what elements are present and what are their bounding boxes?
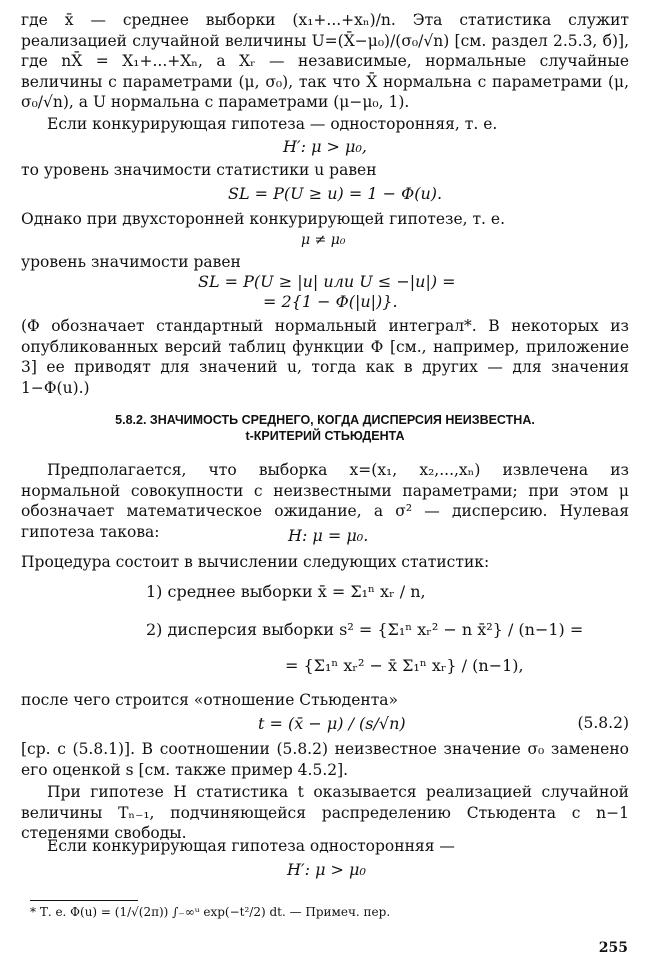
formula-null-hypothesis: H: μ = μ₀. [288, 526, 369, 545]
paragraph-one-sided-again: Если конкурирующая гипотеза односторонняя — [47, 837, 455, 855]
page-number: 255 [598, 940, 628, 956]
footnote: * Т. е. Φ(u) = (1/√(2π)) ∫₋∞ᵘ exp(−t²/2) dt. — Примеч. пер. [30, 905, 391, 919]
footnote-divider [30, 900, 138, 901]
paragraph-sigma-replaced: [ср. с (5.8.1)]. В соотношении (5.8.2) неизвестное значение σ₀ заменено его оценкой s [см. также пример 4.5.2]. [21, 740, 629, 779]
paragraph-t-distribution: При гипотезе H статистика t оказывается реализацией случайной величины Tₙ₋₁, подчиняющейся распределению Стьюдента с n−1 степенями свободы. [21, 783, 629, 842]
formula-sample-variance-line2: = {Σ₁ⁿ xᵣ² − x̄ Σ₁ⁿ xᵣ} / (n−1), [285, 656, 524, 675]
formula-sample-variance-line1: 2) дисперсия выборки s² = {Σ₁ⁿ xᵣ² − n x̄²} / (n−1) = [146, 620, 584, 639]
paragraph-procedure: Процедура состоит в вычислении следующих статистик: [21, 553, 490, 571]
paragraph-sample-mean: где x̄ — среднее выборки (x₁+...+xₙ)/n. Эта статистика служит реализацией случайной величины U=(X̄−μ₀)/(σ₀/√n) [см. раздел 2.5.3, б)], где nX̄ = X₁+...+Xₙ, а Xᵣ — независимые, нормальные случайные величины с параметрами (μ, σ₀), так что X̄ нормальна с параметрами (μ, σ₀/√n), а U нормальна с параметрами (μ−μ₀, 1). [21, 11, 629, 111]
paragraph-student-ratio: после чего строится «отношение Стьюдента» [21, 691, 399, 709]
section-title-line1: 5.8.2. ЗНАЧИМОСТЬ СРЕДНЕГО, КОГДА ДИСПЕРСИЯ НЕИЗВЕСТНА. [115, 413, 535, 427]
formula-alternative-hypothesis: H′: μ > μ₀, [283, 137, 367, 156]
formula-not-equal: μ ≠ μ₀ [301, 232, 346, 248]
formula-alternative-hypothesis-2: H′: μ > μ₀ [287, 860, 366, 879]
paragraph-two-sided-alternative: Однако при двухсторонней конкурирующей гипотезе, т. е. [21, 210, 506, 228]
formula-significance-two-sided-line1: SL = P(U ≥ |u| или U ≤ −|u|) = [198, 272, 456, 291]
paragraph-significance-level: то уровень значимости статистики u равен [21, 161, 377, 179]
paragraph-one-sided-alternative: Если конкурирующая гипотеза — односторонняя, т. е. [47, 115, 498, 133]
paragraph-sample-assumption: Предполагается, что выборка x=(x₁, x₂,...,xₙ) извлечена из нормальной совокупности с неизвестными параметрами; при этом μ обозначает математическое ожидание, а σ² — дисперсию. Нулевая гипотеза такова: [21, 461, 629, 541]
equation-number: (5.8.2) [577, 714, 629, 732]
formula-significance-two-sided-line2: = 2{1 − Φ(|u|)}. [263, 292, 398, 311]
paragraph-level-equals: уровень значимости равен [21, 253, 241, 271]
formula-student-t: t = (x̄ − μ) / (s/√n) [258, 714, 406, 733]
formula-sample-mean: 1) среднее выборки x̄ = Σ₁ⁿ xᵣ / n, [146, 582, 426, 601]
section-title-line2: t-КРИТЕРИЙ СТЬЮДЕНТА [245, 429, 405, 443]
formula-significance-one-sided: SL = P(U ≥ u) = 1 − Φ(u). [228, 184, 443, 203]
paragraph-normal-integral-note: (Φ обозначает стандартный нормальный интеграл*. В некоторых из опубликованных версий таблиц функции Φ [см., например, приложение 3] ее приводят для значений u, тогда как в других — для значения 1−Φ(u).) [21, 317, 629, 397]
